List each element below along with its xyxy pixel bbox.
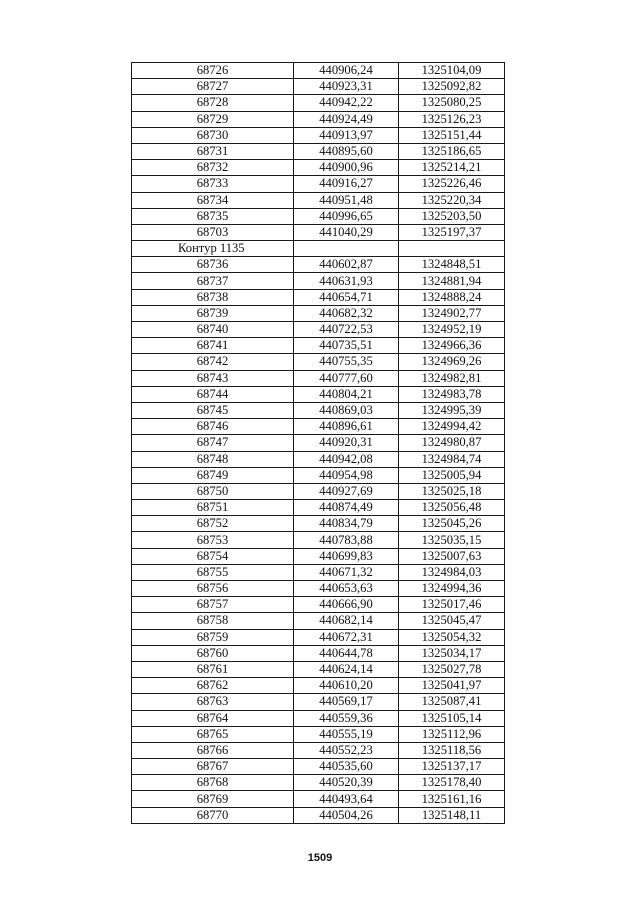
y-coordinate-cell: 1324881,94 bbox=[399, 273, 505, 289]
table-row bbox=[132, 63, 505, 79]
x-coordinate-cell: 440804,21 bbox=[294, 386, 399, 402]
table-row bbox=[132, 370, 505, 386]
y-coordinate-cell: 1325034,17 bbox=[399, 645, 505, 661]
table-row bbox=[132, 483, 505, 499]
point-id-cell: 68768 bbox=[132, 775, 294, 791]
empty-cell bbox=[294, 241, 399, 257]
empty-cell bbox=[399, 241, 505, 257]
table-row bbox=[132, 564, 505, 580]
x-coordinate-cell: 440493,64 bbox=[294, 791, 399, 807]
x-coordinate-cell: 440920,31 bbox=[294, 435, 399, 451]
x-coordinate-cell: 441040,29 bbox=[294, 224, 399, 240]
x-coordinate-cell: 440996,65 bbox=[294, 208, 399, 224]
table-row bbox=[132, 79, 505, 95]
table-row bbox=[132, 500, 505, 516]
y-coordinate-cell: 1325041,97 bbox=[399, 678, 505, 694]
table-row bbox=[132, 791, 505, 807]
table-row bbox=[132, 581, 505, 597]
x-coordinate-cell: 440896,61 bbox=[294, 419, 399, 435]
point-id-cell: 68748 bbox=[132, 451, 294, 467]
table-row bbox=[132, 127, 505, 143]
y-coordinate-cell: 1325151,44 bbox=[399, 127, 505, 143]
point-id-cell: 68751 bbox=[132, 500, 294, 516]
point-id-cell: 68727 bbox=[132, 79, 294, 95]
table-row bbox=[132, 710, 505, 726]
point-id-cell: 68747 bbox=[132, 435, 294, 451]
y-coordinate-cell: 1325007,63 bbox=[399, 548, 505, 564]
point-id-cell: 68763 bbox=[132, 694, 294, 710]
point-id-cell: 68728 bbox=[132, 95, 294, 111]
point-id-cell: 68764 bbox=[132, 710, 294, 726]
y-coordinate-cell: 1325203,50 bbox=[399, 208, 505, 224]
x-coordinate-cell: 440916,27 bbox=[294, 176, 399, 192]
y-coordinate-cell: 1324966,36 bbox=[399, 338, 505, 354]
x-coordinate-cell: 440783,88 bbox=[294, 532, 399, 548]
contour-label: Контур 1135 bbox=[132, 241, 294, 257]
point-id-cell: 68753 bbox=[132, 532, 294, 548]
table-row bbox=[132, 451, 505, 467]
y-coordinate-cell: 1325105,14 bbox=[399, 710, 505, 726]
y-coordinate-cell: 1324902,77 bbox=[399, 305, 505, 321]
table-row bbox=[132, 629, 505, 645]
point-id-cell: 68761 bbox=[132, 661, 294, 677]
x-coordinate-cell: 440942,08 bbox=[294, 451, 399, 467]
x-coordinate-cell: 440672,31 bbox=[294, 629, 399, 645]
page-number: 1509 bbox=[307, 852, 333, 864]
y-coordinate-cell: 1325112,96 bbox=[399, 726, 505, 742]
point-id-cell: 68767 bbox=[132, 759, 294, 775]
table-row bbox=[132, 548, 505, 564]
point-id-cell: 68760 bbox=[132, 645, 294, 661]
point-id-cell: 68754 bbox=[132, 548, 294, 564]
x-coordinate-cell: 440906,24 bbox=[294, 63, 399, 79]
x-coordinate-cell: 440722,53 bbox=[294, 322, 399, 338]
table-row bbox=[132, 694, 505, 710]
table-row bbox=[132, 807, 505, 823]
x-coordinate-cell: 440834,79 bbox=[294, 516, 399, 532]
table-row bbox=[132, 273, 505, 289]
point-id-cell: 68741 bbox=[132, 338, 294, 354]
table-row bbox=[132, 257, 505, 273]
table-row bbox=[132, 532, 505, 548]
point-id-cell: 68726 bbox=[132, 63, 294, 79]
y-coordinate-cell: 1325118,56 bbox=[399, 742, 505, 758]
x-coordinate-cell: 440624,14 bbox=[294, 661, 399, 677]
point-id-cell: 68703 bbox=[132, 224, 294, 240]
point-id-cell: 68759 bbox=[132, 629, 294, 645]
y-coordinate-cell: 1324969,26 bbox=[399, 354, 505, 370]
point-id-cell: 68743 bbox=[132, 370, 294, 386]
x-coordinate-cell: 440682,14 bbox=[294, 613, 399, 629]
x-coordinate-cell: 440869,03 bbox=[294, 402, 399, 418]
point-id-cell: 68733 bbox=[132, 176, 294, 192]
point-id-cell: 68742 bbox=[132, 354, 294, 370]
point-id-cell: 68746 bbox=[132, 419, 294, 435]
table-row bbox=[132, 402, 505, 418]
x-coordinate-cell: 440555,19 bbox=[294, 726, 399, 742]
y-coordinate-cell: 1325178,40 bbox=[399, 775, 505, 791]
y-coordinate-cell: 1324984,03 bbox=[399, 564, 505, 580]
table-row bbox=[132, 613, 505, 629]
y-coordinate-cell: 1325148,11 bbox=[399, 807, 505, 823]
point-id-cell: 68729 bbox=[132, 111, 294, 127]
table-row bbox=[132, 516, 505, 532]
point-id-cell: 68756 bbox=[132, 581, 294, 597]
x-coordinate-cell: 440610,20 bbox=[294, 678, 399, 694]
table-row bbox=[132, 419, 505, 435]
table-row bbox=[132, 95, 505, 111]
table-row bbox=[132, 435, 505, 451]
x-coordinate-cell: 440602,87 bbox=[294, 257, 399, 273]
x-coordinate-cell: 440777,60 bbox=[294, 370, 399, 386]
table-row bbox=[132, 661, 505, 677]
point-id-cell: 68732 bbox=[132, 160, 294, 176]
x-coordinate-cell: 440954,98 bbox=[294, 467, 399, 483]
x-coordinate-cell: 440924,49 bbox=[294, 111, 399, 127]
y-coordinate-cell: 1325054,32 bbox=[399, 629, 505, 645]
table-row bbox=[132, 678, 505, 694]
table-row bbox=[132, 467, 505, 483]
y-coordinate-cell: 1325035,15 bbox=[399, 532, 505, 548]
point-id-cell: 68731 bbox=[132, 143, 294, 159]
table-row bbox=[132, 386, 505, 402]
point-id-cell: 68730 bbox=[132, 127, 294, 143]
y-coordinate-cell: 1325226,46 bbox=[399, 176, 505, 192]
point-id-cell: 68762 bbox=[132, 678, 294, 694]
y-coordinate-cell: 1325045,47 bbox=[399, 613, 505, 629]
y-coordinate-cell: 1325186,65 bbox=[399, 143, 505, 159]
table-row bbox=[132, 208, 505, 224]
y-coordinate-cell: 1325092,82 bbox=[399, 79, 505, 95]
y-coordinate-cell: 1324888,24 bbox=[399, 289, 505, 305]
table-row bbox=[132, 111, 505, 127]
y-coordinate-cell: 1325017,46 bbox=[399, 597, 505, 613]
x-coordinate-cell: 440631,93 bbox=[294, 273, 399, 289]
y-coordinate-cell: 1325161,16 bbox=[399, 791, 505, 807]
y-coordinate-cell: 1325197,37 bbox=[399, 224, 505, 240]
y-coordinate-cell: 1325025,18 bbox=[399, 483, 505, 499]
x-coordinate-cell: 440654,71 bbox=[294, 289, 399, 305]
point-id-cell: 68735 bbox=[132, 208, 294, 224]
y-coordinate-cell: 1325126,23 bbox=[399, 111, 505, 127]
x-coordinate-cell: 440504,26 bbox=[294, 807, 399, 823]
point-id-cell: 68736 bbox=[132, 257, 294, 273]
x-coordinate-cell: 440644,78 bbox=[294, 645, 399, 661]
y-coordinate-cell: 1325220,34 bbox=[399, 192, 505, 208]
table-row bbox=[132, 645, 505, 661]
point-id-cell: 68750 bbox=[132, 483, 294, 499]
x-coordinate-cell: 440874,49 bbox=[294, 500, 399, 516]
point-id-cell: 68745 bbox=[132, 402, 294, 418]
point-id-cell: 68740 bbox=[132, 322, 294, 338]
point-id-cell: 68769 bbox=[132, 791, 294, 807]
y-coordinate-cell: 1324994,36 bbox=[399, 581, 505, 597]
coordinates-table-body bbox=[132, 63, 505, 824]
y-coordinate-cell: 1324848,51 bbox=[399, 257, 505, 273]
point-id-cell: 68765 bbox=[132, 726, 294, 742]
table-row bbox=[132, 322, 505, 338]
point-id-cell: 68758 bbox=[132, 613, 294, 629]
point-id-cell: 68734 bbox=[132, 192, 294, 208]
point-id-cell: 68755 bbox=[132, 564, 294, 580]
point-id-cell: 68737 bbox=[132, 273, 294, 289]
point-id-cell: 68749 bbox=[132, 467, 294, 483]
contour-header-row bbox=[132, 241, 505, 257]
table-row bbox=[132, 143, 505, 159]
table-row bbox=[132, 742, 505, 758]
table-row bbox=[132, 338, 505, 354]
point-id-cell: 68770 bbox=[132, 807, 294, 823]
table-row bbox=[132, 160, 505, 176]
x-coordinate-cell: 440535,60 bbox=[294, 759, 399, 775]
x-coordinate-cell: 440942,22 bbox=[294, 95, 399, 111]
table-row bbox=[132, 759, 505, 775]
x-coordinate-cell: 440552,23 bbox=[294, 742, 399, 758]
point-id-cell: 68744 bbox=[132, 386, 294, 402]
x-coordinate-cell: 440666,90 bbox=[294, 597, 399, 613]
y-coordinate-cell: 1325080,25 bbox=[399, 95, 505, 111]
table-row bbox=[132, 176, 505, 192]
y-coordinate-cell: 1325056,48 bbox=[399, 500, 505, 516]
x-coordinate-cell: 440682,32 bbox=[294, 305, 399, 321]
point-id-cell: 68738 bbox=[132, 289, 294, 305]
y-coordinate-cell: 1324982,81 bbox=[399, 370, 505, 386]
table-row bbox=[132, 726, 505, 742]
x-coordinate-cell: 440699,83 bbox=[294, 548, 399, 564]
x-coordinate-cell: 440951,48 bbox=[294, 192, 399, 208]
y-coordinate-cell: 1325045,26 bbox=[399, 516, 505, 532]
x-coordinate-cell: 440653,63 bbox=[294, 581, 399, 597]
x-coordinate-cell: 440520,39 bbox=[294, 775, 399, 791]
table-row bbox=[132, 224, 505, 240]
table-row bbox=[132, 775, 505, 791]
y-coordinate-cell: 1324995,39 bbox=[399, 402, 505, 418]
point-id-cell: 68757 bbox=[132, 597, 294, 613]
y-coordinate-cell: 1325027,78 bbox=[399, 661, 505, 677]
coordinates-table bbox=[131, 62, 505, 824]
x-coordinate-cell: 440671,32 bbox=[294, 564, 399, 580]
x-coordinate-cell: 440559,36 bbox=[294, 710, 399, 726]
table-row bbox=[132, 305, 505, 321]
table-row bbox=[132, 354, 505, 370]
point-id-cell: 68752 bbox=[132, 516, 294, 532]
point-id-cell: 68739 bbox=[132, 305, 294, 321]
x-coordinate-cell: 440755,35 bbox=[294, 354, 399, 370]
y-coordinate-cell: 1325214,21 bbox=[399, 160, 505, 176]
y-coordinate-cell: 1325005,94 bbox=[399, 467, 505, 483]
y-coordinate-cell: 1324983,78 bbox=[399, 386, 505, 402]
table-row bbox=[132, 289, 505, 305]
y-coordinate-cell: 1325087,41 bbox=[399, 694, 505, 710]
x-coordinate-cell: 440569,17 bbox=[294, 694, 399, 710]
x-coordinate-cell: 440913,97 bbox=[294, 127, 399, 143]
y-coordinate-cell: 1325137,17 bbox=[399, 759, 505, 775]
y-coordinate-cell: 1324952,19 bbox=[399, 322, 505, 338]
y-coordinate-cell: 1325104,09 bbox=[399, 63, 505, 79]
y-coordinate-cell: 1324980,87 bbox=[399, 435, 505, 451]
x-coordinate-cell: 440900,96 bbox=[294, 160, 399, 176]
x-coordinate-cell: 440923,31 bbox=[294, 79, 399, 95]
x-coordinate-cell: 440735,51 bbox=[294, 338, 399, 354]
table-row bbox=[132, 597, 505, 613]
y-coordinate-cell: 1324994,42 bbox=[399, 419, 505, 435]
table-row bbox=[132, 192, 505, 208]
x-coordinate-cell: 440895,60 bbox=[294, 143, 399, 159]
x-coordinate-cell: 440927,69 bbox=[294, 483, 399, 499]
point-id-cell: 68766 bbox=[132, 742, 294, 758]
y-coordinate-cell: 1324984,74 bbox=[399, 451, 505, 467]
